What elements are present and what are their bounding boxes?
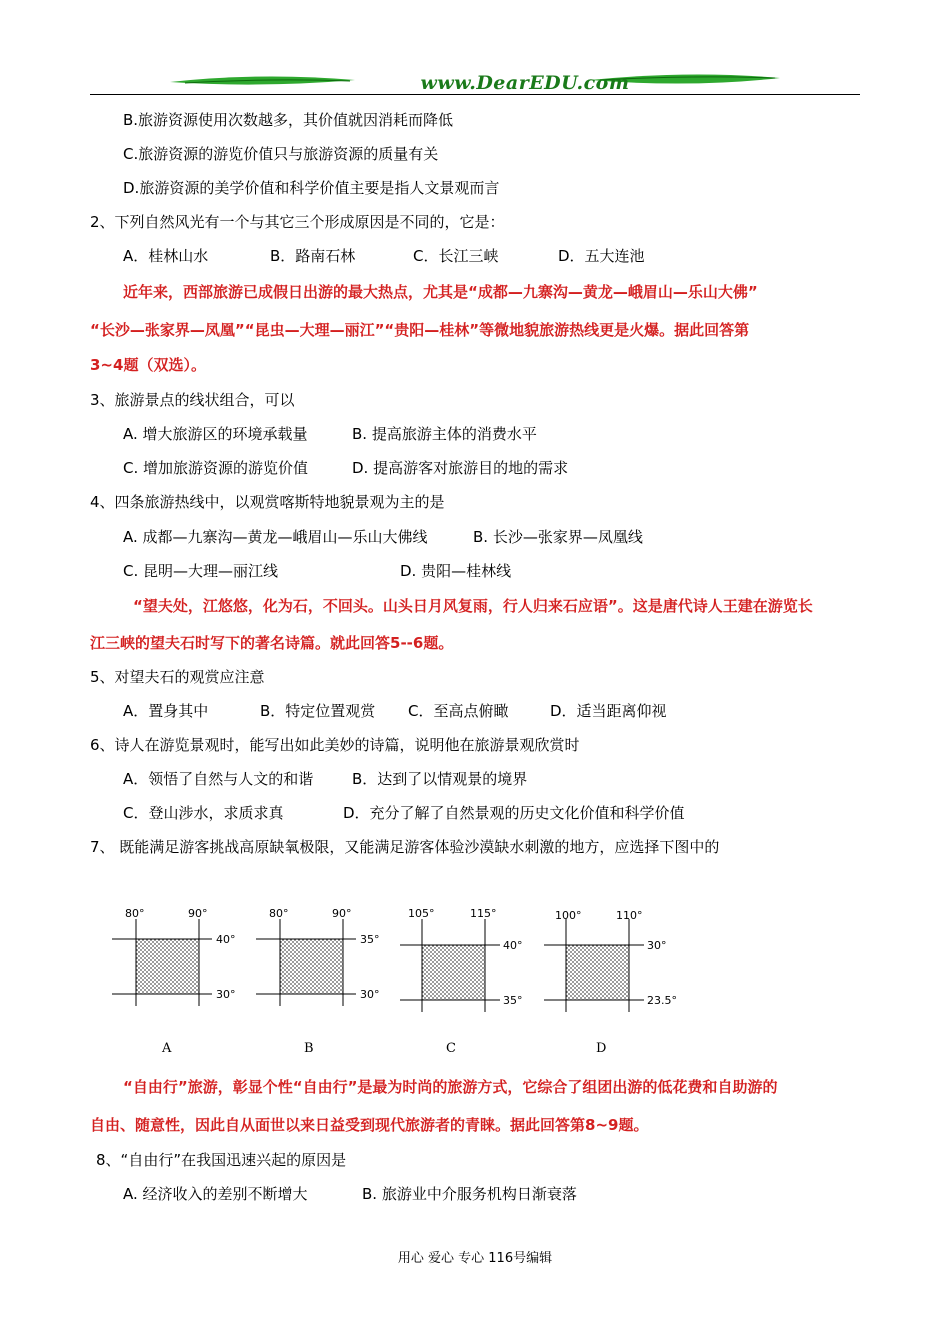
site-title[interactable]: www.DearEDU.com	[420, 72, 630, 94]
q5-option-c: C．至高点俯瞰	[408, 702, 509, 720]
page-footer: 用心 爱心 专心 116号编辑	[397, 1251, 553, 1266]
q3-option-a: A. 增大旅游区的环境承载量	[123, 425, 308, 443]
q6-option-c: C．登山涉水，求质求真	[123, 804, 284, 822]
map-c-lon-right: 115°	[470, 907, 497, 920]
q2-option-b: B．路南石林	[270, 247, 356, 265]
question-7: 7、 既能满足游客挑战高原缺氧极限，又能满足游客体验沙漠缺水刺激的地方，应选择下图中的	[90, 838, 720, 856]
question-2: 2、下列自然风光有一个与其它三个形成原因是不同的，它是：	[90, 213, 505, 231]
header-rule	[90, 94, 860, 95]
q5-option-a: A．置身其中	[123, 702, 209, 720]
question-6: 6、诗人在游览景观时，能写出如此美妙的诗篇，说明他在旅游景观欣赏时	[90, 736, 580, 754]
map-a-lon-right: 90°	[188, 907, 208, 920]
q6-option-b: B．达到了以情观景的境界	[352, 770, 528, 788]
map-a-lon-left: 80°	[125, 907, 145, 920]
q3-option-b: B. 提高旅游主体的消费水平	[352, 425, 537, 443]
map-b-label: B	[304, 1041, 314, 1055]
option-d-line: D.旅游资源的美学价值和科学价值主要是指人文景观而言	[123, 179, 500, 197]
q2-option-d: D．五大连池	[558, 247, 645, 265]
passage-3-4-line3: 3~4题（双选）。	[90, 356, 206, 374]
map-c-lat-bottom: 35°	[503, 994, 523, 1007]
map-d-lat-bottom: 23.5°	[647, 994, 677, 1007]
passage-5-6-line2: 江三峡的望夫石时写下的著名诗篇。就此回答5--6题。	[90, 634, 454, 652]
passage-8-9-line2: 自由、随意性，因此自从面世以来日益受到现代旅游者的青睐。据此回答第8~9题。	[90, 1116, 649, 1134]
q5-option-d: D．适当距离仰视	[550, 702, 667, 720]
passage-5-6-line1: “望夫处，江悠悠，化为石，不回头。山头日月风复雨，行人归来石应语”。这是唐代诗人王建在游览长	[133, 597, 813, 615]
map-d	[544, 909, 677, 1055]
question-4: 4、四条旅游热线中，以观赏喀斯特地貌景观为主的是	[90, 493, 445, 511]
header-logo	[90, 70, 860, 100]
map-b-lat-top: 35°	[360, 933, 380, 946]
q6-option-d: D．充分了解了自然景观的历史文化价值和科学价值	[343, 804, 685, 822]
question-5: 5、对望夫石的观赏应注意	[90, 668, 265, 686]
q4-option-c: C. 昆明—大理—丽江线	[123, 562, 279, 580]
map-d-lon-left: 100°	[555, 909, 582, 922]
passage-8-9-line1: “自由行”旅游，彰显个性“自由行”是最为时尚的旅游方式，它综合了组团出游的低花费和自助游的	[123, 1078, 778, 1096]
q2-option-a: A．桂林山水	[123, 247, 209, 265]
map-d-lat-top: 30°	[647, 939, 667, 952]
q3-option-c: C. 增加旅游资源的游览价值	[123, 459, 309, 477]
map-c-label: C	[446, 1041, 456, 1055]
passage-3-4-line1: 近年来，西部旅游已成假日出游的最大热点，尤其是“成都—九寨沟—黄龙—峨眉山—乐山大佛”	[123, 283, 758, 301]
map-c-lon-left: 105°	[408, 907, 435, 920]
latitude-longitude-diagrams	[108, 905, 728, 1055]
map-c	[400, 907, 523, 1055]
q4-option-b: B. 长沙—张家界—凤凰线	[473, 528, 643, 546]
q6-option-a: A．领悟了自然与人文的和谐	[123, 770, 314, 788]
question-8: 8、“自由行”在我国迅速兴起的原因是	[96, 1151, 347, 1169]
option-b-line: B.旅游资源使用次数越多，其价值就因消耗而降低	[123, 111, 454, 129]
map-a-lat-top: 40°	[216, 933, 236, 946]
q8-option-a: A. 经济收入的差别不断增大	[123, 1185, 308, 1203]
map-a-lat-bottom: 30°	[216, 988, 236, 1001]
map-b	[256, 907, 380, 1055]
map-d-lon-right: 110°	[616, 909, 643, 922]
q2-option-c: C．长江三峡	[413, 247, 499, 265]
q3-option-d: D. 提高游客对旅游目的地的需求	[352, 459, 569, 477]
map-b-lon-left: 80°	[269, 907, 289, 920]
option-c-line: C.旅游资源的游览价值只与旅游资源的质量有关	[123, 145, 439, 163]
q4-option-a: A. 成都—九寨沟—黄龙—峨眉山—乐山大佛线	[123, 528, 428, 546]
map-b-lat-bottom: 30°	[360, 988, 380, 1001]
q8-option-b: B. 旅游业中介服务机构日渐衰落	[362, 1185, 577, 1203]
map-c-lat-top: 40°	[503, 939, 523, 952]
q5-option-b: B．特定位置观赏	[260, 702, 376, 720]
map-b-lon-right: 90°	[332, 907, 352, 920]
q4-option-d: D. 贵阳—桂林线	[400, 562, 512, 580]
map-a-label: A	[162, 1041, 172, 1055]
question-3: 3、旅游景点的线状组合，可以	[90, 391, 295, 409]
map-d-label: D	[596, 1041, 607, 1055]
map-a	[112, 907, 236, 1055]
passage-3-4-line2: “长沙—张家界—凤凰”“昆虫—大理—丽江”“贵阳—桂林”等微地貌旅游热线更是火爆。据此回答第	[90, 321, 750, 339]
